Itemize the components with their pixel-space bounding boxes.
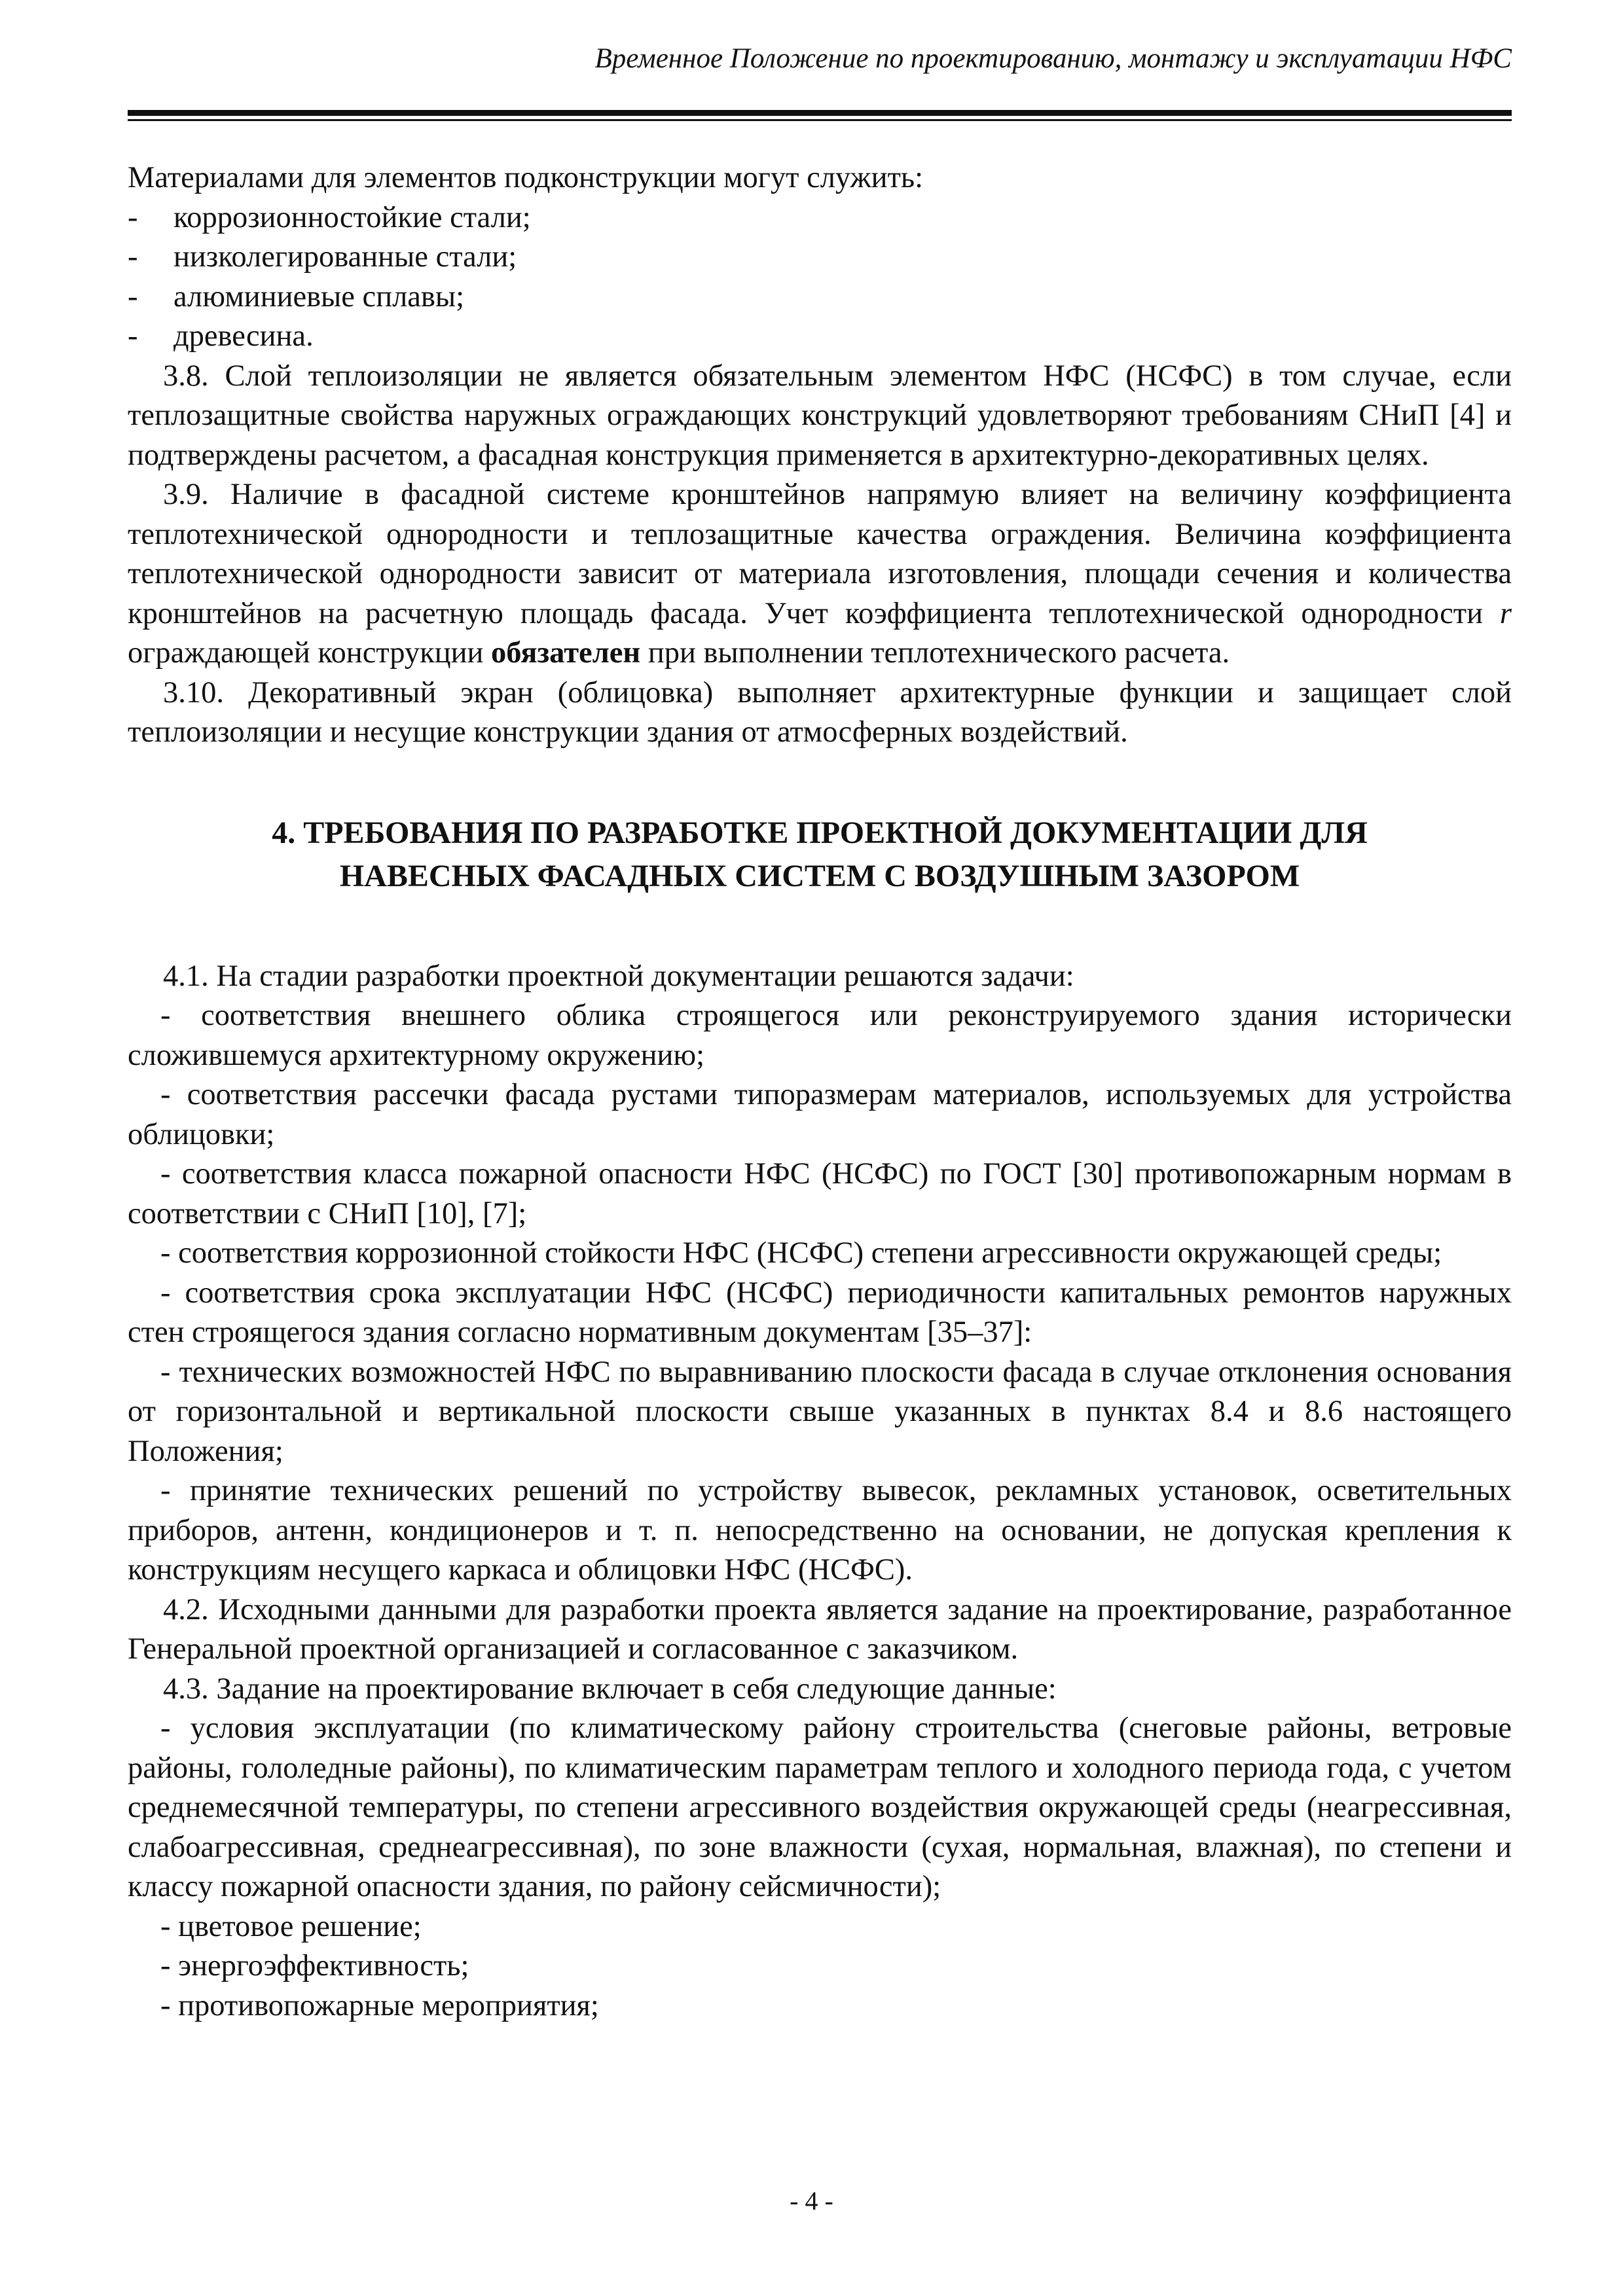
paragraph-3-8: 3.8. Слой теплоизоляции не является обязательным элементом НФС (НСФС) в том случае, если теплозащитные свойства наружных ограждающих конструкций удовлетворяют требованиям СНиП [4] и подтверждены расчетом, а фасадная конструкция применяется в архитектурно-декоративных целях. xyxy=(128,359,1512,472)
data-item: - противопожарные мероприятия; xyxy=(160,1988,599,2022)
task-item: - соответствия срока эксплуатации НФС (НСФС) периодичности капитальных ремонтов наружных стен строящегося здания согласно нормативным документам [35–37]: xyxy=(128,1276,1512,1349)
list-item-text: коррозионностойкие стали; xyxy=(173,200,531,234)
task-item: - соответствия внешнего облика строящегося или реконструируемого здания исторически сложившемуся архитектурному окружению; xyxy=(128,999,1512,1072)
section-4-title xyxy=(128,812,1512,898)
list-dash: - xyxy=(128,319,138,353)
header-rule-thick xyxy=(128,110,1512,116)
section-4-title-line-2: НАВЕСНЫХ ФАСАДНЫХ СИСТЕМ С ВОЗДУШНЫМ ЗАЗОРОМ xyxy=(339,858,1300,893)
list-dash: - xyxy=(128,240,138,274)
task-item: - принятие технических решений по устройству вывесок, рекламных установок, осветительных приборов, антенн, кондиционеров и т. п. непосредственно на основании, не допуская крепления к конструкциям несущего каркаса и облицовки НФС (НСФС). xyxy=(128,1474,1512,1587)
data-item: - условия эксплуатации (по климатическому району строительства (снеговые районы, ветровые районы, гололедные районы), по климатическим параметрам теплого и холодного периода года, с учетом среднемесячной температуры, по степени агрессивного воздействия окружающей среды (неагрессивная, слабоагрессивная, среднеагрессивная), по зоне влажности (сухая, нормальная, влажная), по степени и классу пожарной опасности здания, по району сейсмичности); xyxy=(128,1712,1512,1903)
list-item-text: алюминиевые сплавы; xyxy=(173,279,465,314)
data-item: - цветовое решение; xyxy=(160,1909,422,1943)
list-item xyxy=(128,238,1512,278)
list-dash: - xyxy=(128,279,138,314)
paragraph-3-9 xyxy=(128,475,1512,673)
list-item xyxy=(128,317,1512,357)
list-dash: - xyxy=(128,200,138,234)
page-number: - 4 - xyxy=(790,2186,833,2215)
materials-intro: Материалами для элементов подконструкции могут служить: xyxy=(128,161,924,194)
task-item: - технических возможностей НФС по выравниванию плоскости фасада в случае отклонения основания от горизонтальной и вертикальной плоскости свыше указанных в пунктах 8.4 и 8.6 настоящего Положения; xyxy=(128,1355,1512,1468)
running-header: Временное Положение по проектированию, монтажу и эксплуатации НФС xyxy=(594,43,1512,74)
coefficient-symbol: r xyxy=(1499,596,1512,630)
list-item xyxy=(128,198,1512,238)
task-item: - соответствия класса пожарной опасности НФС (НСФС) по ГОСТ [30] противопожарным нормам в соответствии с СНиП [10], [7]; xyxy=(128,1157,1512,1230)
paragraph-4-2: 4.2. Исходными данными для разработки проекта является задание на проектирование, разработанное Генеральной проектной организацией и согласованное с заказчиком. xyxy=(128,1592,1512,1666)
header-rule-thin xyxy=(128,119,1512,121)
task-item: - соответствия коррозионной стойкости НФС (НСФС) степени агрессивности окружающей среды; xyxy=(160,1236,1442,1270)
task-item: - соответствия рассечки фасада рустами типоразмерам материалов, используемых для устройства облицовки; xyxy=(128,1078,1512,1151)
paragraph-3-9-text-b: ограждающей конструкции xyxy=(128,636,491,670)
list-item xyxy=(128,278,1512,317)
page-body xyxy=(128,158,1512,2026)
data-item: - энергоэффективность; xyxy=(160,1949,469,1982)
emphasis-mandatory: обязателен xyxy=(490,636,641,670)
list-item-text: древесина. xyxy=(173,319,314,353)
list-item-text: низколегированные стали; xyxy=(173,240,517,274)
paragraph-4-1: 4.1. На стадии разработки проектной документации решаются задачи: xyxy=(163,959,1074,993)
paragraph-3-9-text-c: при выполнении теплотехнического расчета. xyxy=(640,636,1230,670)
paragraph-4-3: 4.3. Задание на проектирование включает в себя следующие данные: xyxy=(163,1672,1057,1706)
paragraph-3-9-text-a: 3.9. Наличие в фасадной системе кронштейнов напрямую влияет на величину коэффициента теплотехнической однородности и теплозащитные качества ограждения. Величина коэффициента теплотехнической однородности зависит от материала изготовления, площади сечения и количества кронштейнов на расчетную площадь фасада. Учет коэффициента теплотехнической однородности xyxy=(128,478,1512,630)
section-4-title-line-1: 4. ТРЕБОВАНИЯ ПО РАЗРАБОТКЕ ПРОЕКТНОЙ ДОКУМЕНТАЦИИ ДЛЯ xyxy=(272,815,1368,850)
paragraph-3-10: 3.10. Декоративный экран (облицовка) выполняет архитектурные функции и защищает слой теплоизоляции и несущие конструкции здания от атмосферных воздействий. xyxy=(128,675,1512,749)
